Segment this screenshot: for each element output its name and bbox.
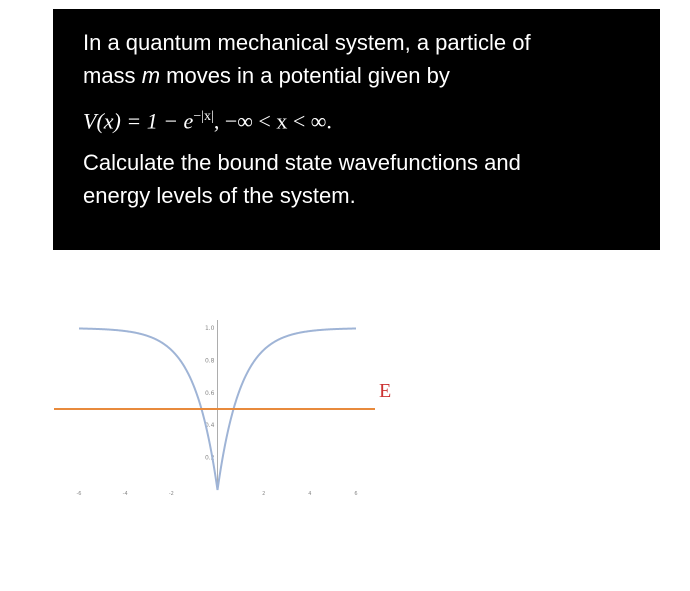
y-tick-label: 0.2 <box>204 454 215 462</box>
problem-line-4: Calculate the bound state wavefunctions and <box>83 150 521 176</box>
potential-plot-svg <box>0 300 690 530</box>
x-tick-label: 6 <box>354 491 358 497</box>
x-tick-label: -2 <box>168 491 174 497</box>
x-tick-label: -4 <box>122 491 128 497</box>
problem-line-2 <box>83 59 640 92</box>
mass-suffix: moves in a potential given by <box>160 63 450 88</box>
y-tick-label: 0.4 <box>204 422 215 430</box>
mass-variable: m <box>141 63 161 88</box>
energy-label: E <box>379 380 392 403</box>
x-tick-label: 2 <box>262 491 266 497</box>
potential-formula <box>83 100 640 137</box>
problem-statement-box <box>53 9 660 250</box>
x-tick-label: -6 <box>76 491 82 497</box>
formula-exponent: −|x| <box>193 109 214 124</box>
formula-range: , −∞ < x < ∞. <box>213 108 332 134</box>
mass-prefix: mass <box>83 63 142 88</box>
y-tick-label: 0.8 <box>204 357 215 365</box>
problem-line-5: energy levels of the system. <box>83 183 356 209</box>
y-tick-label: 0.6 <box>204 389 215 397</box>
formula-lhs: V(x) = 1 − e <box>83 108 194 134</box>
y-tick-label: 1.0 <box>204 325 215 333</box>
problem-line-1: In a quantum mechanical system, a particle of <box>83 30 531 55</box>
x-tick-label: 4 <box>308 491 312 497</box>
potential-plot <box>0 300 690 530</box>
